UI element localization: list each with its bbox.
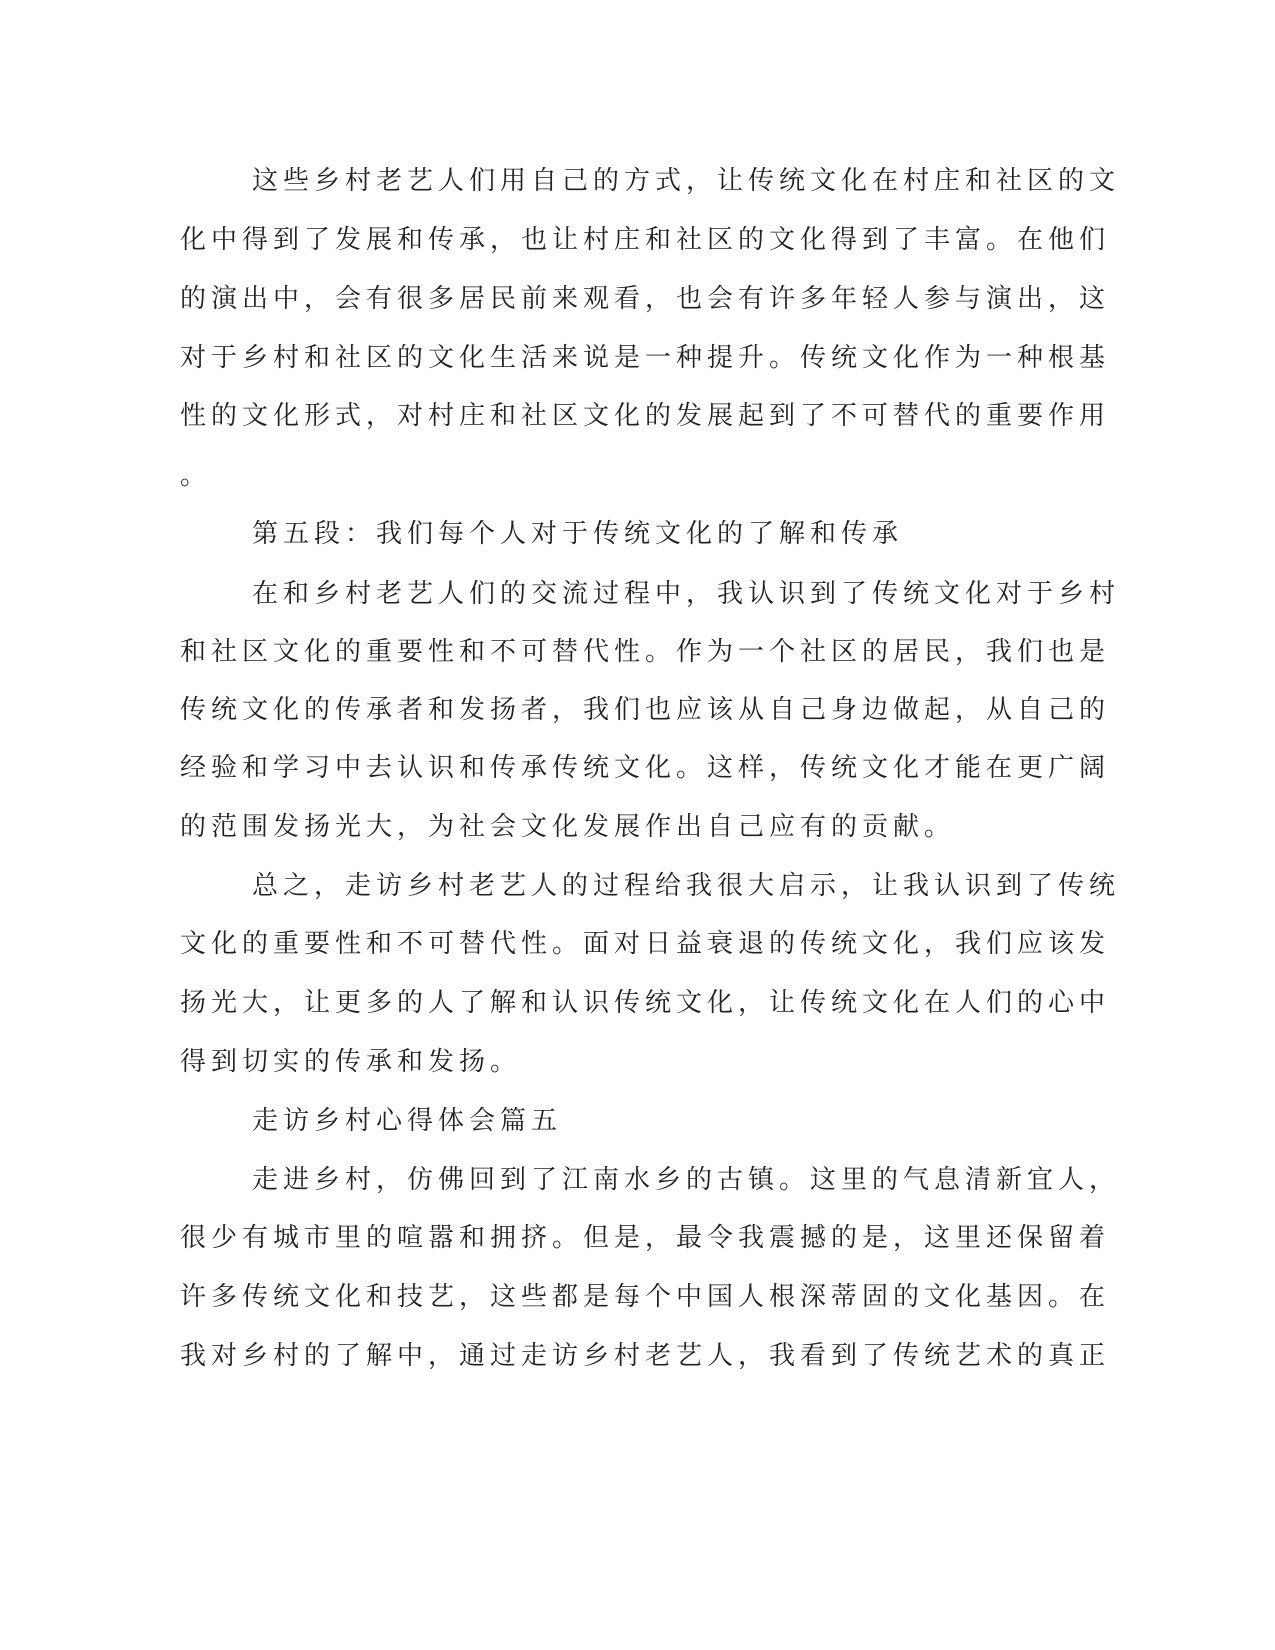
paragraph-line: 总之，走访乡村老艺人的过程给我很大启示，让我认识到了传统	[252, 871, 1121, 901]
paragraph-line: 扬光大，让更多的人了解和认识传统文化，让传统文化在人们的心中	[180, 988, 1111, 1018]
paragraph-line: 文化的重要性和不可替代性。面对日益衰退的传统文化，我们应该发	[180, 929, 1111, 959]
section-heading: 第五段：我们每个人对于传统文化的了解和传承	[252, 519, 904, 549]
paragraph-line: 和社区文化的重要性和不可替代性。作为一个社区的居民，我们也是	[180, 637, 1111, 667]
paragraph-line: 性的文化形式，对村庄和社区文化的发展起到了不可替代的重要作用	[180, 401, 1111, 431]
paragraph-line: 这些乡村老艺人们用自己的方式，让传统文化在村庄和社区的文	[252, 166, 1121, 196]
paragraph-line: 的范围发扬光大，为社会文化发展作出自己应有的贡献。	[180, 812, 956, 842]
paragraph-line: 。	[180, 461, 212, 491]
paragraph-line: 得到切实的传承和发扬。	[180, 1047, 522, 1077]
section-heading: 走访乡村心得体会篇五	[252, 1106, 563, 1136]
paragraph-line: 许多传统文化和技艺，这些都是每个中国人根深蒂固的文化基因。在	[180, 1282, 1111, 1312]
paragraph-line: 走进乡村，仿佛回到了江南水乡的古镇。这里的气息清新宜人，	[252, 1165, 1121, 1195]
paragraph-line: 传统文化的传承者和发扬者，我们也应该从自己身边做起，从自己的	[180, 695, 1111, 725]
paragraph-line: 对于乡村和社区的文化生活来说是一种提升。传统文化作为一种根基	[180, 343, 1111, 373]
paragraph-line: 我对乡村的了解中，通过走访乡村老艺人，我看到了传统艺术的真正	[180, 1341, 1111, 1371]
paragraph-line: 很少有城市里的喧嚣和拥挤。但是，最令我震撼的是，这里还保留着	[180, 1223, 1111, 1253]
paragraph-line: 的演出中，会有很多居民前来观看，也会有许多年轻人参与演出，这	[180, 284, 1111, 314]
paragraph-line: 经验和学习中去认识和传承传统文化。这样，传统文化才能在更广阔	[180, 753, 1111, 783]
paragraph-line: 化中得到了发展和传承，也让村庄和社区的文化得到了丰富。在他们	[180, 225, 1111, 255]
paragraph-line: 在和乡村老艺人们的交流过程中，我认识到了传统文化对于乡村	[252, 579, 1121, 609]
